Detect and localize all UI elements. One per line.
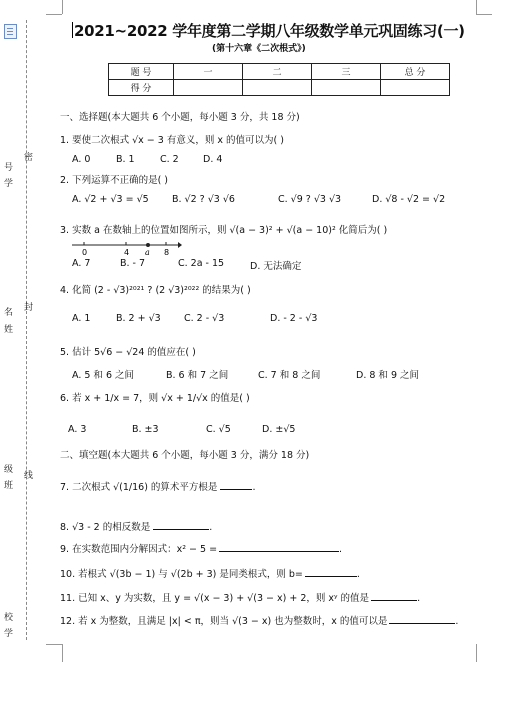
text-cursor bbox=[72, 22, 73, 38]
q2-option-d: D. √8 - √2 = √2 bbox=[372, 194, 446, 205]
question-2-stem: 2. 下列运算不正确的是( ) bbox=[60, 175, 169, 186]
q4-option-b: B. 2 + √3 bbox=[116, 313, 161, 324]
question-5-stem: 5. 估计 5√6 − √24 的值应在( ) bbox=[60, 347, 196, 358]
score-table bbox=[108, 63, 450, 96]
q5-option-b: B. 6 和 7 之间 bbox=[166, 370, 229, 381]
score-input-cell[interactable] bbox=[243, 80, 312, 96]
q4-option-a: A. 1 bbox=[72, 313, 91, 324]
q3-option-a: A. 7 bbox=[72, 258, 91, 269]
question-4-stem: 4. 化简 (2 - √3)²⁰²¹ ? (2 √3)²⁰²² 的结果为( ) bbox=[60, 285, 251, 296]
question-12-stem: 12. 若 x 为整数，且满足 |x| < π，则当 √(3 − x) 也为整数时，x 的值可以是 bbox=[60, 616, 388, 627]
top-right-corner-mark-h bbox=[476, 14, 492, 15]
q2-option-b: B. √2 ? √3 √6 bbox=[172, 194, 235, 205]
gutter-label-char: 号 bbox=[4, 163, 14, 173]
page-title: 2021~2022 学年度第二学期八年级数学单元巩固练习(一) bbox=[74, 22, 465, 40]
gutter-label-char: 姓 bbox=[4, 325, 14, 335]
gutter-seal-char: 密 bbox=[24, 153, 34, 163]
bottom-left-corner-mark bbox=[62, 644, 63, 662]
q2-option-a: A. √2 + √3 = √5 bbox=[72, 194, 149, 205]
q1-option-c: C. 2 bbox=[160, 154, 179, 165]
score-table-header-row bbox=[109, 64, 450, 80]
score-header-cell: 总 分 bbox=[381, 64, 450, 80]
score-header-cell: 一 bbox=[174, 64, 243, 80]
q1-option-d: D. 4 bbox=[203, 154, 223, 165]
q2-option-c: C. √9 ? √3 √3 bbox=[278, 194, 342, 205]
score-table-score-row bbox=[109, 80, 450, 96]
question-8-stem: 8. √3 - 2 的相反数是 bbox=[60, 522, 151, 533]
q12-answer-blank[interactable] bbox=[389, 614, 455, 624]
question-3-stem: 3. 实数 a 在数轴上的位置如图所示，则 √(a − 3)² + √(a − 10)² 化简后为( ) bbox=[60, 225, 388, 236]
question-8: 8. √3 - 2 的相反数是 . bbox=[60, 522, 213, 533]
score-input-cell[interactable] bbox=[312, 80, 381, 96]
gutter-label-char: 学 bbox=[4, 629, 14, 639]
q8-answer-blank[interactable] bbox=[153, 520, 209, 530]
score-header-cell: 三 bbox=[312, 64, 381, 80]
q4-option-c: C. 2 - √3 bbox=[184, 313, 225, 324]
axis-label-8: 8 bbox=[164, 248, 170, 256]
q6-option-d: D. ±√5 bbox=[262, 424, 296, 435]
question-7: 7. 二次根式 √(1/16) 的算术平方根是 . bbox=[60, 482, 256, 493]
gutter-label-char: 班 bbox=[4, 481, 14, 491]
question-1-stem: 1. 要使二次根式 √x − 3 有意义，则 x 的值可以为( ) bbox=[60, 135, 284, 146]
score-header-cell: 题 号 bbox=[109, 64, 174, 80]
axis-label-4: 4 bbox=[124, 248, 130, 256]
axis-label-0: 0 bbox=[82, 248, 88, 256]
top-left-corner-mark-h bbox=[46, 14, 62, 15]
q5-option-a: A. 5 和 6 之间 bbox=[72, 370, 135, 381]
document-icon bbox=[4, 24, 17, 39]
gutter-label-char: 名 bbox=[4, 308, 14, 318]
gutter-label-char: 级 bbox=[4, 465, 14, 475]
bottom-right-corner-mark bbox=[476, 644, 477, 662]
gutter-seal-char: 封 bbox=[24, 303, 34, 313]
gutter-label-char: 学 bbox=[4, 179, 14, 189]
q9-answer-blank[interactable] bbox=[219, 542, 339, 552]
q11-answer-blank[interactable] bbox=[371, 591, 417, 601]
score-row-label: 得 分 bbox=[109, 80, 174, 96]
gutter-seal-char: 线 bbox=[24, 471, 34, 481]
gutter-label-char: 校 bbox=[4, 613, 14, 623]
q3-option-b: B. - 7 bbox=[120, 258, 146, 269]
score-header-cell: 二 bbox=[243, 64, 312, 80]
q10-answer-blank[interactable] bbox=[305, 567, 357, 577]
question-9: 9. 在实数范围内分解因式：x² − 5 = . bbox=[60, 544, 343, 555]
number-line-diagram bbox=[72, 240, 182, 256]
question-9-stem: 9. 在实数范围内分解因式：x² − 5 = bbox=[60, 544, 218, 555]
question-10-stem: 10. 若根式 √(3b − 1) 与 √(2b + 3) 是同类根式，则 b= bbox=[60, 569, 303, 580]
q7-answer-blank[interactable] bbox=[220, 480, 252, 490]
top-right-corner-mark bbox=[476, 0, 477, 14]
bottom-left-corner-mark-h bbox=[46, 644, 62, 645]
q6-option-c: C. √5 bbox=[206, 424, 231, 435]
question-6-stem: 6. 若 x + 1/x = 7，则 √x + 1/√x 的值是( ) bbox=[60, 393, 250, 404]
question-11-stem: 11. 已知 x、y 为实数，且 y = √(x − 3) + √(3 − x) + 2，则 xʸ 的值是 bbox=[60, 593, 370, 604]
q4-option-d: D. - 2 - √3 bbox=[270, 313, 318, 324]
q6-option-a: A. 3 bbox=[68, 424, 87, 435]
binding-line bbox=[26, 20, 27, 640]
question-7-stem: 7. 二次根式 √(1/16) 的算术平方根是 bbox=[60, 482, 218, 493]
q3-option-c: C. 2a - 15 bbox=[178, 258, 225, 269]
question-11: 11. 已知 x、y 为实数，且 y = √(x − 3) + √(3 − x) + 2，则 xʸ 的值是 . bbox=[60, 593, 421, 604]
q3-option-d: D. 无法确定 bbox=[250, 261, 302, 272]
q5-option-c: C. 7 和 8 之间 bbox=[258, 370, 321, 381]
score-input-cell[interactable] bbox=[174, 80, 243, 96]
q1-option-a: A. 0 bbox=[72, 154, 91, 165]
question-10: 10. 若根式 √(3b − 1) 与 √(2b + 3) 是同类根式，则 b= . bbox=[60, 569, 360, 580]
q1-option-b: B. 1 bbox=[116, 154, 135, 165]
q6-option-b: B. ±3 bbox=[132, 424, 159, 435]
axis-label-a: a bbox=[145, 248, 150, 256]
section-heading-fill: 二、填空题(本大题共 6 个小题，每小题 3 分，满分 18 分) bbox=[60, 450, 310, 461]
question-12: 12. 若 x 为整数，且满足 |x| < π，则当 √(3 − x) 也为整数时，x 的值可以是 . bbox=[60, 616, 459, 627]
top-left-corner-mark bbox=[62, 0, 63, 14]
page-subtitle: (第十六章《二次根式》) bbox=[212, 44, 306, 54]
q5-option-d: D. 8 和 9 之间 bbox=[356, 370, 420, 381]
score-input-cell[interactable] bbox=[381, 80, 450, 96]
section-heading-choice: 一、选择题(本大题共 6 个小题，每小题 3 分，共 18 分) bbox=[60, 112, 300, 123]
